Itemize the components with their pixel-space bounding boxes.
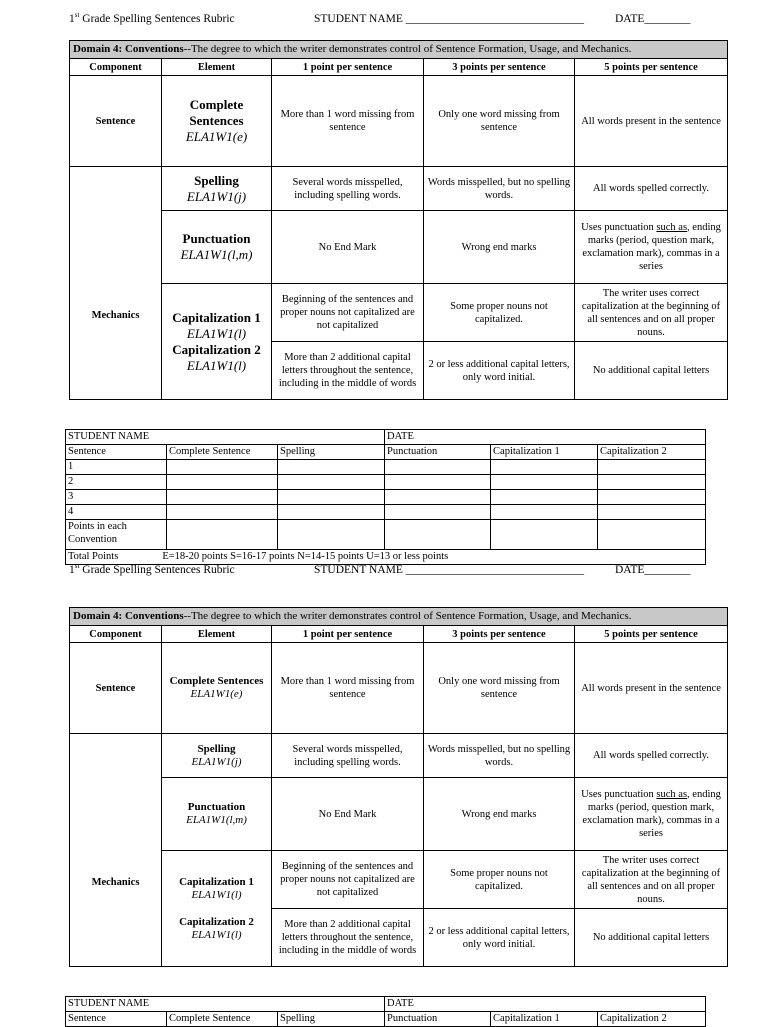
cell: All words present in the sentence	[575, 643, 728, 734]
col-component: Component	[70, 626, 162, 643]
date-line: DATE________	[615, 13, 691, 25]
score-col-cap1: Capitalization 1	[491, 1012, 598, 1027]
cell: No End Mark	[272, 778, 424, 851]
col-component: Component	[70, 59, 162, 76]
date-line: DATE________	[615, 564, 691, 576]
element-spelling: Spelling ELA1W1(j)	[162, 167, 272, 211]
cell: Some proper nouns not capitalized.	[424, 284, 575, 342]
col-element: Element	[162, 626, 272, 643]
score-col-complete: Complete Sentence	[167, 1012, 278, 1027]
score-col-spelling: Spelling	[278, 1012, 385, 1027]
cell: No additional capital letters	[575, 342, 728, 400]
score-points-label: Points in each Convention	[66, 520, 167, 550]
element-capitalization: Capitalization 1 ELA1W1(l) Capitalization 2 ELA1W1(l)	[162, 284, 272, 400]
component-sentence: Sentence	[70, 643, 162, 734]
score-cell[interactable]	[278, 460, 385, 475]
cell: Several words misspelled, including spelling words.	[272, 167, 424, 211]
cell: Beginning of the sentences and proper nouns not capitalized are not capitalized	[272, 851, 424, 909]
score-col-sentence: Sentence	[66, 1012, 167, 1027]
cell: 2 or less additional capital letters, only word initial.	[424, 342, 575, 400]
cell: All words present in the sentence	[575, 76, 728, 167]
cell: Some proper nouns not capitalized.	[424, 851, 575, 909]
domain-heading: Domain 4: Conventions--The degree to which the writer demonstrates control of Sentence Formation, Usage, and Mechanics.	[70, 608, 728, 626]
score-cell[interactable]	[167, 520, 278, 550]
score-cell[interactable]	[278, 490, 385, 505]
score-cell[interactable]	[278, 475, 385, 490]
cell: Several words misspelled, including spelling words.	[272, 734, 424, 778]
score-cell[interactable]	[167, 490, 278, 505]
col-5pt: 5 points per sentence	[575, 626, 728, 643]
score-student-name: STUDENT NAME	[66, 997, 385, 1012]
score-cell[interactable]	[167, 475, 278, 490]
cell: More than 1 word missing from sentence	[272, 76, 424, 167]
cell: No End Mark	[272, 211, 424, 284]
component-mechanics: Mechanics	[70, 734, 162, 967]
score-cell[interactable]	[167, 505, 278, 520]
score-cell[interactable]	[385, 490, 491, 505]
cell: All words spelled correctly.	[575, 167, 728, 211]
score-student-name: STUDENT NAME	[66, 430, 385, 445]
cell: All words spelled correctly.	[575, 734, 728, 778]
score-cell[interactable]	[598, 490, 706, 505]
col-5pt: 5 points per sentence	[575, 59, 728, 76]
element-punctuation: Punctuation ELA1W1(l,m)	[162, 211, 272, 284]
score-cell[interactable]	[491, 490, 598, 505]
score-cell[interactable]	[385, 505, 491, 520]
score-cell[interactable]	[598, 475, 706, 490]
score-cell[interactable]	[598, 460, 706, 475]
score-cell[interactable]	[385, 460, 491, 475]
score-col-spelling: Spelling	[278, 445, 385, 460]
element-punctuation: Punctuation ELA1W1(l,m)	[162, 778, 272, 851]
cell: More than 1 word missing from sentence	[272, 643, 424, 734]
rubric-table	[69, 40, 728, 400]
cell: Uses punctuation such as, ending marks (period, question mark, exclamation mark), commas in a series	[575, 211, 728, 284]
col-1pt: 1 point per sentence	[272, 626, 424, 643]
score-cell[interactable]	[167, 460, 278, 475]
cell: Only one word missing from sentence	[424, 76, 575, 167]
score-cell[interactable]	[385, 520, 491, 550]
score-cell[interactable]	[491, 505, 598, 520]
score-cell[interactable]	[491, 520, 598, 550]
score-table	[65, 996, 706, 1027]
cell: 2 or less additional capital letters, only word initial.	[424, 909, 575, 967]
element-capitalization: Capitalization 1 ELA1W1(l) Capitalization 2 ELA1W1(l)	[162, 851, 272, 967]
score-total-row: Total Points E=18-20 points S=16-17 points N=14-15 points U=13 or less points	[66, 550, 706, 565]
rubric-title: 1st Grade Spelling Sentences Rubric	[69, 562, 235, 576]
cell: Beginning of the sentences and proper nouns not capitalized are not capitalized	[272, 284, 424, 342]
cell: The writer uses correct capitalization at the beginning of all sentences and on all proper nouns.	[575, 284, 728, 342]
col-element: Element	[162, 59, 272, 76]
cell: Only one word missing from sentence	[424, 643, 575, 734]
rubric-table	[69, 607, 728, 967]
cell: No additional capital letters	[575, 909, 728, 967]
cell: More than 2 additional capital letters throughout the sentence, including in the middle of words	[272, 909, 424, 967]
score-date: DATE	[385, 430, 706, 445]
cell: More than 2 additional capital letters throughout the sentence, including in the middle of words	[272, 342, 424, 400]
col-3pt: 3 points per sentence	[424, 626, 575, 643]
score-cell[interactable]	[278, 520, 385, 550]
rubric-title: 1st Grade Spelling Sentences Rubric	[69, 11, 235, 25]
score-table	[65, 429, 706, 565]
score-cell[interactable]	[598, 520, 706, 550]
domain-heading: Domain 4: Conventions--The degree to which the writer demonstrates control of Sentence Formation, Usage, and Mechanics.	[70, 41, 728, 59]
col-3pt: 3 points per sentence	[424, 59, 575, 76]
cell: Words misspelled, but no spelling words.	[424, 734, 575, 778]
cell: The writer uses correct capitalization at the beginning of all sentences and on all proper nouns.	[575, 851, 728, 909]
element-complete: Complete Sentences ELA1W1(e)	[162, 76, 272, 167]
score-col-punctuation: Punctuation	[385, 445, 491, 460]
cell: Wrong end marks	[424, 778, 575, 851]
col-1pt: 1 point per sentence	[272, 59, 424, 76]
score-col-sentence: Sentence	[66, 445, 167, 460]
score-col-punctuation: Punctuation	[385, 1012, 491, 1027]
score-cell[interactable]	[491, 460, 598, 475]
score-cell[interactable]	[491, 475, 598, 490]
score-cell[interactable]	[278, 505, 385, 520]
cell: Words misspelled, but no spelling words.	[424, 167, 575, 211]
score-cell[interactable]	[385, 475, 491, 490]
element-spelling: Spelling ELA1W1(j)	[162, 734, 272, 778]
cell: Uses punctuation such as, ending marks (period, question mark, exclamation mark), commas in a series	[575, 778, 728, 851]
component-sentence: Sentence	[70, 76, 162, 167]
component-mechanics: Mechanics	[70, 167, 162, 400]
cell: Wrong end marks	[424, 211, 575, 284]
score-col-cap2: Capitalization 2	[598, 445, 706, 460]
score-row-label: 4	[66, 505, 167, 520]
score-col-cap1: Capitalization 1	[491, 445, 598, 460]
element-complete: Complete Sentences ELA1W1(e)	[162, 643, 272, 734]
score-date: DATE	[385, 997, 706, 1012]
score-row-label: 2	[66, 475, 167, 490]
student-name-line: STUDENT NAME _______________________________	[314, 13, 585, 25]
score-row-label: 3	[66, 490, 167, 505]
score-col-cap2: Capitalization 2	[598, 1012, 706, 1027]
score-row-label: 1	[66, 460, 167, 475]
score-cell[interactable]	[598, 505, 706, 520]
student-name-line: STUDENT NAME _______________________________	[314, 564, 585, 576]
score-col-complete: Complete Sentence	[167, 445, 278, 460]
